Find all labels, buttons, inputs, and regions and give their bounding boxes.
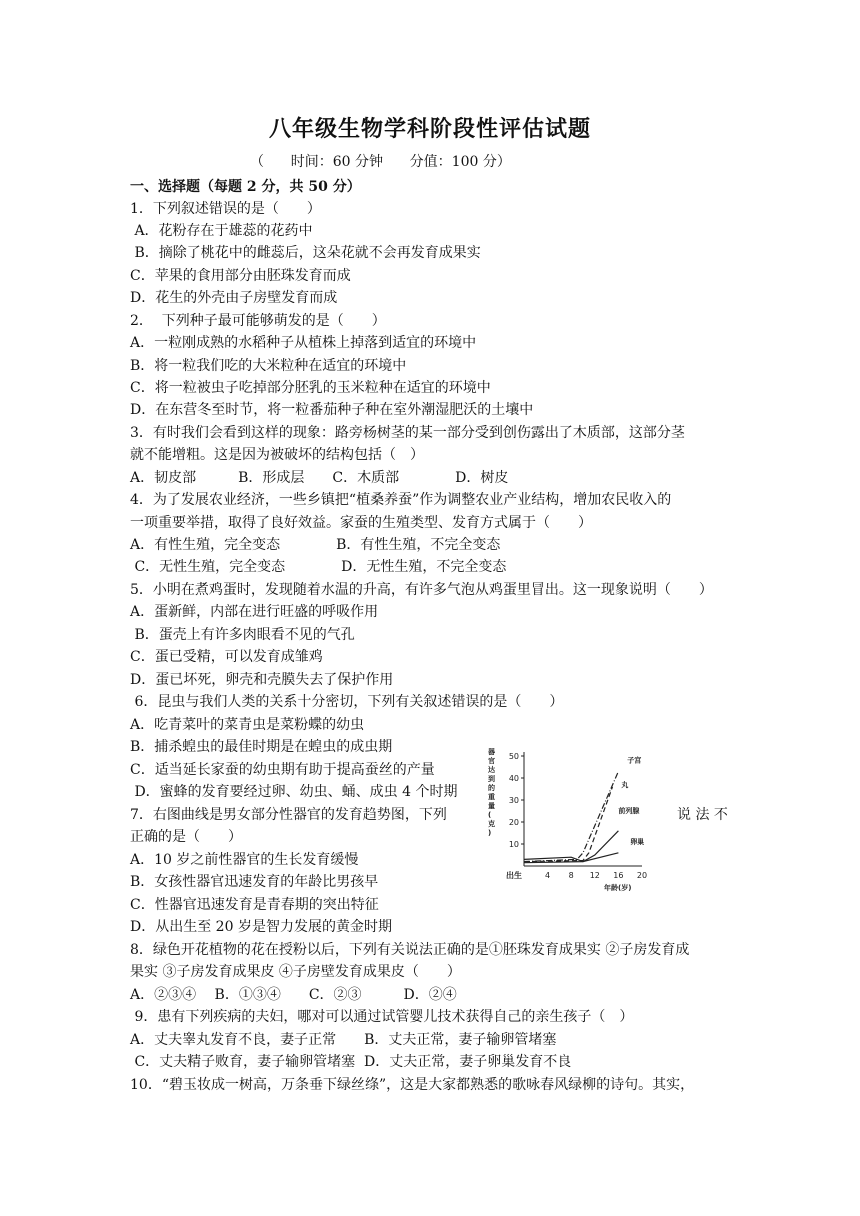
exam-subtitle: （ 时间：60 分钟 分值：100 分） (250, 154, 511, 170)
y-axis-label-char: 官 (488, 757, 495, 765)
q5-option-b: B．蛋壳上有许多肉眼看不见的气孔 (130, 627, 355, 643)
q3-options: A．韧皮部 B．形成层 C．木质部 D．树皮 (130, 470, 509, 486)
q1-option-a: A．花粉存在于雄蕊的花药中 (130, 223, 313, 239)
x-tick-label: 20 (636, 871, 648, 880)
series-label: 丸 (621, 780, 629, 789)
series-line (524, 771, 618, 861)
q2-option-c: C．将一粒被虫子吃掉部分胚乳的玉米粒种在适宜的环境中 (130, 380, 491, 396)
y-tick-label: 40 (508, 774, 519, 783)
y-tick-label: 30 (508, 796, 519, 805)
y-axis-label-char: 量 (488, 802, 495, 810)
x-tick-label: 4 (545, 871, 551, 880)
q6-option-c: C．适当延长家蚕的幼虫期有助于提高蚕丝的产量 (130, 762, 435, 778)
y-axis-label-char: 重 (488, 793, 495, 801)
q7-option-a: A．10 岁之前性器官的生长发育缓慢 (130, 852, 359, 868)
y-axis-label-char: 器 (488, 748, 495, 756)
q7-option-d: D．从出生至 20 岁是智力发展的黄金时期 (130, 919, 392, 935)
series-label: 前列腺 (618, 807, 640, 816)
y-axis-label-char: 达 (488, 766, 495, 774)
y-axis-label-char: 到 (488, 775, 495, 783)
q2-option-a: A．一粒刚成熟的水稻种子从植株上掉落到适宜的环境中 (130, 335, 477, 351)
y-tick-label: 20 (508, 818, 519, 827)
q7-stem-right: 说 法 不 (677, 807, 728, 823)
q9-stem: 9．患有下列疾病的夫妇，哪对可以通过试管婴儿技术获得自己的亲生孩子（ ） (130, 1009, 634, 1025)
q2-stem: 2． 下列种子最可能够萌发的是（ ） (130, 313, 386, 329)
exam-title: 八年级生物学科阶段性评估试题 (268, 116, 591, 142)
y-tick-label: 50 (508, 752, 519, 761)
organ-development-chart (478, 742, 650, 892)
q6-option-a: A．吃青菜叶的菜青虫是菜粉蝶的幼虫 (130, 717, 365, 733)
x-tick-label: 12 (589, 871, 600, 880)
q3-stem: 3．有时我们会看到这样的现象：路旁杨树茎的某一部分受到创伤露出了木质部，这部分茎 (130, 425, 685, 441)
q5-option-d: D．蛋已坏死，卵壳和壳膜失去了保护作用 (130, 672, 394, 688)
q8-options: A．②③④ B．①③④ C．②③ D．②④ (130, 987, 457, 1003)
q8-stem-cont: 果实 ③子房发育成果皮 ④子房壁发育成果皮（ ） (130, 964, 461, 980)
q9-options-cd: C．丈夫精子败育，妻子输卵管堵塞 D．丈夫正常，妻子卵巢发育不良 (130, 1054, 572, 1070)
y-axis-label-char: 的 (488, 784, 495, 792)
q7-option-b: B．女孩性器官迅速发育的年龄比男孩早 (130, 874, 379, 890)
series-line (524, 831, 618, 863)
q7-stem: 7．右图曲线是男女部分性器官的发育趋势图，下列 (130, 807, 447, 823)
q6-option-d: D．蜜蜂的发育要经过卵、幼虫、蛹、成虫 4 个时期 (130, 784, 458, 800)
q7-option-c: C．性器官迅速发育是青春期的突出特征 (130, 897, 379, 913)
x-tick-label: 出生 (506, 871, 522, 880)
q6-option-b: B．捕杀蝗虫的最佳时期是在蝗虫的成虫期 (130, 739, 393, 755)
x-tick-label: 8 (568, 871, 574, 880)
y-axis-label-char: ( (488, 811, 492, 819)
q3-stem-cont: 就不能增粗。这是因为被破坏的结构包括（ ） (130, 447, 424, 463)
section-heading: 一、选择题（每题 2 分，共 50 分） (130, 179, 361, 195)
series-label: 子宫 (627, 756, 642, 765)
series-label: 卵巢 (630, 838, 645, 846)
q1-option-c: C．苹果的食用部分由胚珠发育而成 (130, 268, 351, 284)
q5-stem: 5．小明在煮鸡蛋时，发现随着水温的升高，有许多气泡从鸡蛋里冒出。这一现象说明（ ） (130, 582, 713, 598)
q4-options-ab: A．有性生殖，完全变态 B．有性生殖，不完全变态 (130, 537, 501, 553)
q10-stem: 10．“碧玉妆成一树高，万条垂下绿丝绦”，这是大家都熟悉的歌咏春风绿柳的诗句。其实， (130, 1077, 695, 1093)
q7-stem-cont: 正确的是（ ） (130, 829, 242, 845)
y-tick-label: 10 (508, 840, 519, 849)
q5-option-a: A．蛋新鲜，内部在进行旺盛的呼吸作用 (130, 604, 379, 620)
x-tick-label: 16 (613, 871, 624, 880)
y-axis-label-char: ) (488, 829, 492, 837)
q8-stem: 8．绿色开花植物的花在授粉以后，下列有关说法正确的是①胚珠发育成果实 ②子房发育成 (130, 942, 690, 958)
q2-option-d: D．在东营冬至时节，将一粒番茄种子种在室外潮湿肥沃的土壤中 (130, 402, 534, 418)
q2-option-b: B．将一粒我们吃的大米粒种在适宜的环境中 (130, 358, 407, 374)
q4-stem-cont: 一项重要举措，取得了良好效益。家蚕的生殖类型、发育方式属于（ ） (130, 515, 592, 531)
y-axis-label-char: 克 (488, 820, 495, 828)
series-line (524, 853, 618, 862)
q9-options-ab: A．丈夫睾丸发育不良，妻子正常 B．丈夫正常，妻子输卵管堵塞 (130, 1032, 557, 1048)
q6-stem: 6．昆虫与我们人类的关系十分密切，下列有关叙述错误的是（ ） (130, 694, 564, 710)
x-axis-label: 年龄(岁) (604, 884, 632, 892)
q1-option-d: D．花生的外壳由子房壁发育而成 (130, 290, 338, 306)
q5-option-c: C．蛋已受精，可以发育成雏鸡 (130, 649, 323, 665)
q4-options-cd: C．无性生殖，完全变态 D．无性生殖，不完全变态 (130, 559, 507, 575)
q1-option-b: B．摘除了桃花中的雌蕊后，这朵花就不会再发育成果实 (130, 245, 481, 261)
q4-stem: 4．为了发展农业经济，一些乡镇把“植桑养蚕”作为调整农业产业结构，增加农民收入的 (130, 492, 672, 508)
q1-stem: 1．下列叙述错误的是（ ） (130, 201, 321, 217)
